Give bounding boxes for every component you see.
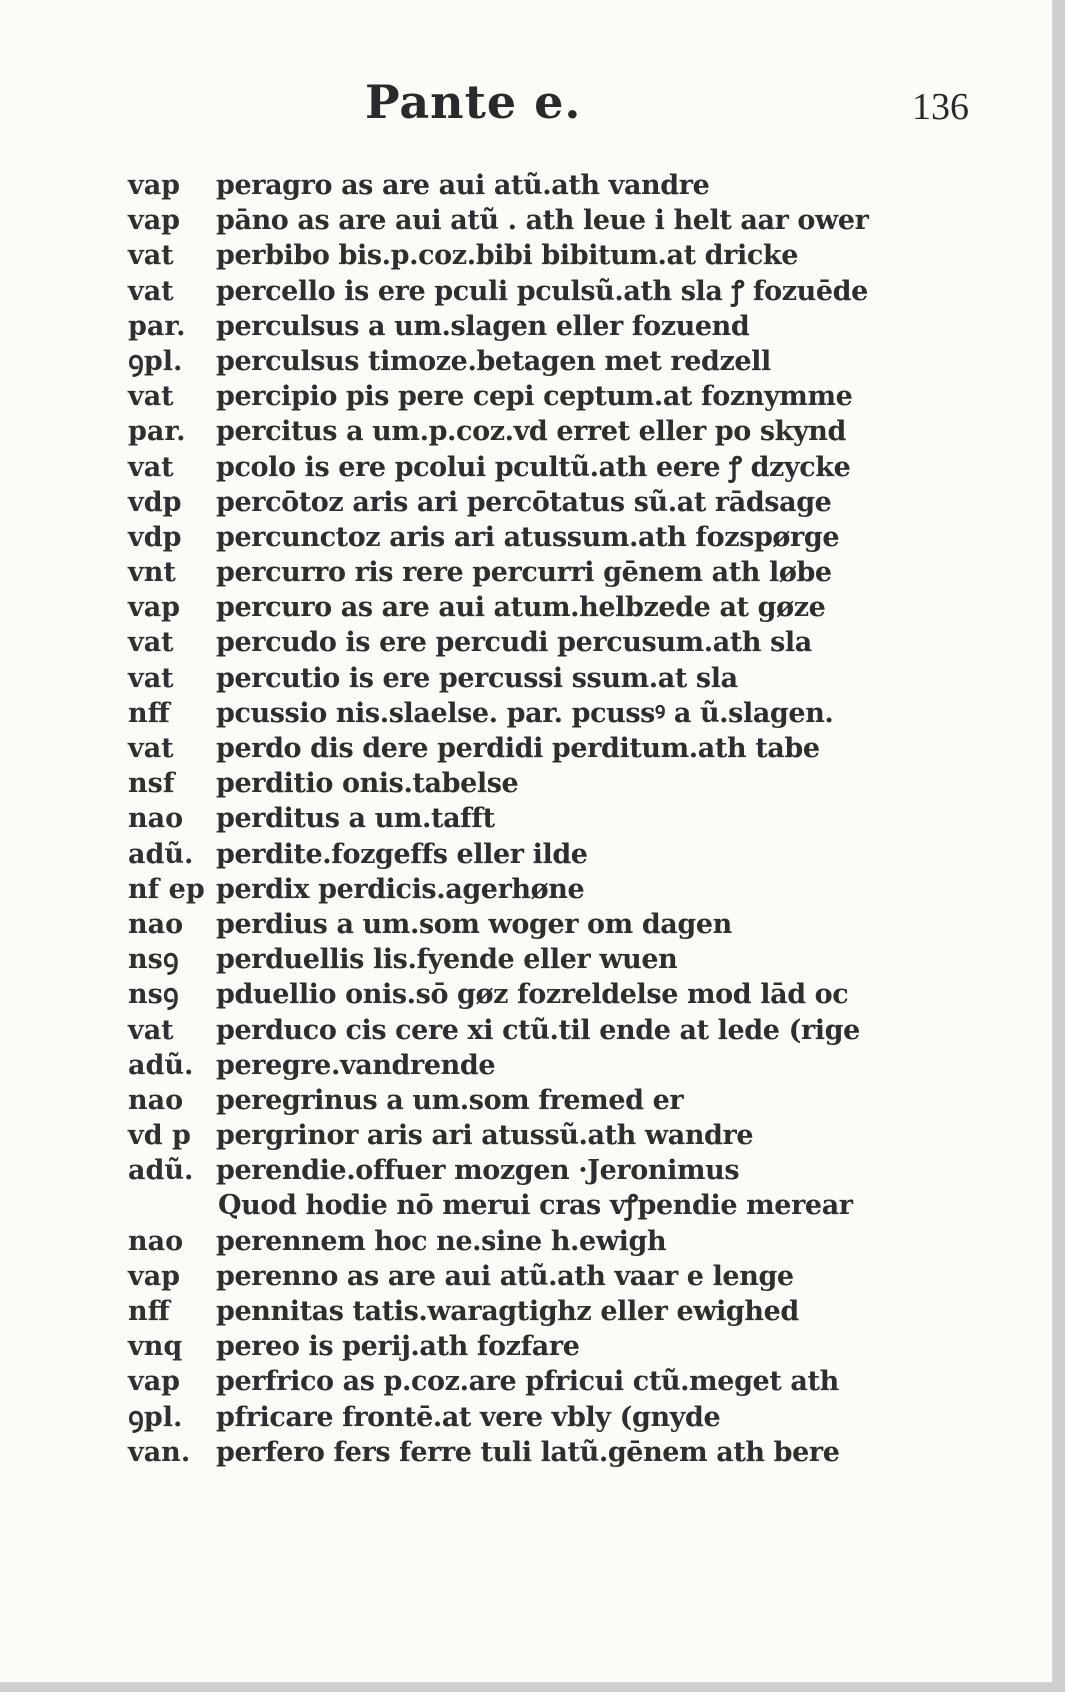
dictionary-entry: [128, 203, 888, 238]
entry-text: pcolo is ere pcolui pcultũ.ath eere ꝭ dzycke: [216, 451, 851, 483]
dictionary-entry: [128, 274, 888, 309]
dictionary-entry: [128, 414, 888, 449]
dictionary-entries: [128, 168, 888, 1470]
entry-text: perdius a um.som woger om dagen: [216, 908, 732, 940]
grammar-tag: adũ.: [128, 838, 194, 870]
entry-text: perfrico as p.coz.are pfricui ctũ.meget ath: [216, 1366, 839, 1398]
dictionary-entry: [128, 555, 888, 590]
grammar-tag: vd p: [128, 1120, 191, 1152]
grammar-tag: vnq: [128, 1331, 183, 1363]
page-number: 136: [912, 86, 969, 128]
grammar-tag: vat: [128, 662, 174, 694]
dictionary-entry: [128, 872, 888, 907]
entry-text: peregre.vandrende: [216, 1049, 496, 1081]
grammar-tag: vat: [128, 381, 174, 413]
running-head: Pante e.: [365, 75, 582, 129]
grammar-tag: vdp: [128, 521, 182, 553]
entry-text: perditio onis.tabelse: [216, 768, 519, 800]
entry-text: percello is ere pculi pculsũ.ath sla ꝭ fozuēde: [216, 275, 868, 307]
dictionary-entry: [128, 238, 888, 273]
entry-text: percitus a um.p.coz.vd erret eller po skynd: [216, 416, 846, 448]
entry-text: perdite.fozgeffs eller ilde: [216, 838, 588, 870]
grammar-tag: vap: [128, 1260, 181, 1292]
entry-text: perendie.offuer mozgen ·Jeronimus: [216, 1155, 740, 1187]
dictionary-entry: [128, 1153, 888, 1188]
dictionary-entry: [128, 1083, 888, 1118]
grammar-tag: par.: [128, 416, 186, 448]
grammar-tag: vap: [128, 205, 181, 237]
entry-text: percudo is ere percudi percusum.ath sla: [216, 627, 812, 659]
entry-text: percōtoz aris ari percōtatus sũ.at rādsage: [216, 486, 832, 518]
entry-text: perditus a um.tafft: [216, 803, 495, 835]
entry-text: percipio pis pere cepi ceptum.at foznymme: [216, 381, 853, 413]
dictionary-entry: [128, 907, 888, 942]
grammar-tag: vat: [128, 451, 174, 483]
dictionary-entry: [128, 1294, 888, 1329]
dictionary-entry: [128, 1364, 888, 1399]
grammar-tag: adũ.: [128, 1155, 194, 1187]
dictionary-entry: [128, 625, 888, 660]
entry-text: perculsus a um.slagen eller fozuend: [216, 310, 750, 342]
dictionary-entry: [128, 379, 888, 414]
entry-text: perdo dis dere perdidi perditum.ath tabe: [216, 733, 820, 764]
entry-text: perdix perdicis.agerhøne: [216, 873, 585, 905]
entry-text: perduellis lis.fyende eller wuen: [216, 944, 678, 976]
dictionary-entry: [128, 661, 888, 696]
dictionary-entry: [128, 309, 888, 344]
dictionary-entry: [128, 731, 888, 766]
grammar-tag: vat: [128, 1014, 174, 1046]
dictionary-entry: [128, 977, 888, 1012]
entry-text: perculsus timoze.betagen met redzell: [216, 345, 771, 377]
dictionary-entry: [128, 1224, 888, 1259]
grammar-tag: nao: [128, 908, 184, 940]
dictionary-entry: [128, 344, 888, 379]
entry-text: percurro ris rere percurri gēnem ath løbe: [216, 557, 832, 589]
entry-text: perenno as are aui atũ.ath vaar e lenge: [216, 1260, 794, 1292]
grammar-tag: ꝯpl.: [128, 345, 183, 377]
entry-text: Quod hodie nō merui cras vꝭpendie merear: [218, 1190, 853, 1222]
entry-text: pennitas tatis.waragtighz eller ewighed: [216, 1296, 799, 1327]
entry-text: percutio is ere percussi ssum.at sla: [216, 662, 738, 694]
grammar-tag: vdp: [128, 486, 182, 518]
grammar-tag: van.: [128, 1436, 191, 1468]
dictionary-entry: [128, 485, 888, 520]
dictionary-entry: [128, 1400, 888, 1435]
dictionary-entry: [128, 1013, 888, 1048]
entry-text: pcussio nis.slaelse. par. pcussꝰ a ũ.slagen.: [216, 697, 834, 729]
dictionary-entry: [128, 1188, 888, 1223]
grammar-tag: nff: [128, 697, 170, 729]
entry-text: perbibo bis.p.coz.bibi bibitum.at dricke: [216, 240, 798, 272]
grammar-tag: adũ.: [128, 1049, 194, 1081]
entry-text: pereo is perij.ath fozfare: [216, 1331, 580, 1363]
entry-text: perfero fers ferre tuli latũ.gēnem ath bere: [216, 1436, 840, 1468]
entry-text: perennem hoc ne.sine h.ewigh: [216, 1225, 667, 1257]
grammar-tag: nsꝯ: [128, 979, 179, 1011]
entry-text: pfricare frontē.at vere vbly (gnyde: [216, 1401, 721, 1433]
grammar-tag: ꝯpl.: [128, 1401, 183, 1433]
entry-text: perduco cis cere xi ctũ.til ende at lede (rige: [216, 1014, 860, 1046]
grammar-tag: nao: [128, 803, 184, 835]
dictionary-entry: [128, 450, 888, 485]
grammar-tag: vap: [128, 1366, 181, 1398]
dictionary-entry: [128, 1329, 888, 1364]
entry-text: percunctoz aris ari atussum.ath fozspørge: [216, 521, 840, 553]
entry-text: pduellio onis.sō gøz fozreldelse mod lād oc: [216, 979, 849, 1011]
grammar-tag: par.: [128, 310, 186, 342]
grammar-tag: vap: [128, 170, 181, 201]
page-header: [0, 75, 1052, 145]
grammar-tag: vat: [128, 627, 174, 659]
grammar-tag: vap: [128, 592, 181, 624]
dictionary-entry: [128, 837, 888, 872]
grammar-tag: nao: [128, 1084, 184, 1116]
grammar-tag: nsꝯ: [128, 944, 179, 976]
dictionary-entry: [128, 696, 888, 731]
entry-text: pergrinor aris ari atussũ.ath wandre: [216, 1120, 754, 1152]
grammar-tag: nff: [128, 1296, 170, 1327]
grammar-tag: nf ep: [128, 873, 205, 905]
dictionary-entry: [128, 1118, 888, 1153]
dictionary-entry: [128, 590, 888, 625]
grammar-tag: nsf: [128, 768, 175, 800]
entry-text: peregrinus a um.som fremed er: [216, 1084, 684, 1116]
dictionary-entry: [128, 1435, 888, 1470]
entry-text: peragro as are aui atũ.ath vandre: [216, 170, 710, 201]
grammar-tag: vat: [128, 275, 174, 307]
grammar-tag: vat: [128, 240, 174, 272]
dictionary-entry: [128, 942, 888, 977]
grammar-tag: vat: [128, 733, 174, 764]
dictionary-entry: [128, 520, 888, 555]
grammar-tag: vnt: [128, 557, 176, 589]
entry-text: pāno as are aui atũ . ath leue i helt aar ower: [216, 205, 869, 237]
dictionary-entry: [128, 766, 888, 801]
dictionary-entry: [128, 1259, 888, 1294]
dictionary-entry: [128, 801, 888, 836]
dictionary-entry: [128, 168, 888, 203]
dictionary-entry: [128, 1048, 888, 1083]
entry-text: percuro as are aui atum.helbzede at gøze: [216, 592, 826, 624]
grammar-tag: nao: [128, 1225, 184, 1257]
